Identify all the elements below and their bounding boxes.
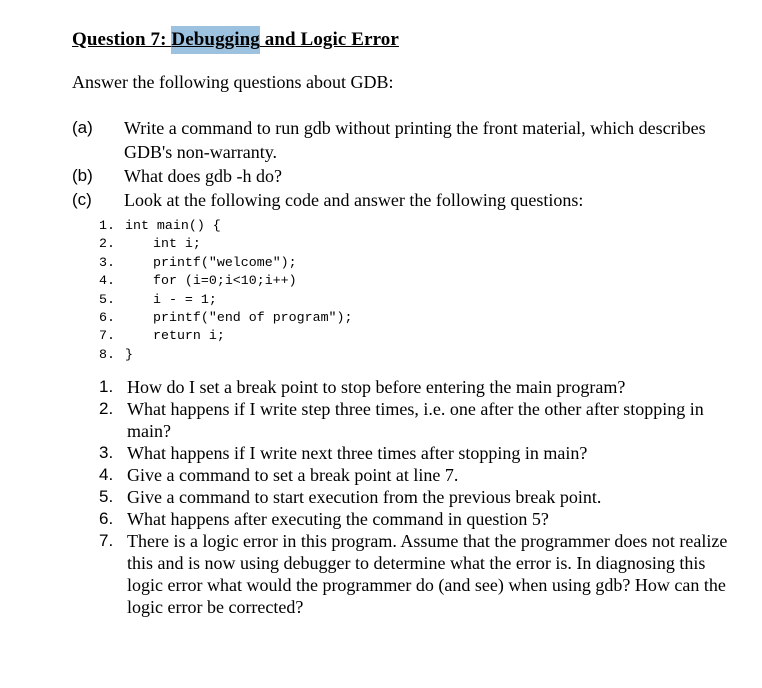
code-line [99, 254, 353, 272]
question-text: There is a logic error in this program. Assume that the programmer does not realize this and is now using debugger to determine what the error is. In diagnosing this logic error what would the programmer do (and see) when using gdb? How can the logic error be corrected? [127, 531, 728, 617]
code-text: i - = 1; [153, 291, 217, 307]
title-highlighted-word[interactable]: Debugging [171, 26, 260, 54]
question-title [72, 29, 399, 51]
line-number: 8. [99, 346, 115, 362]
part-c [72, 188, 732, 212]
line-number: 5. [99, 291, 115, 307]
code-text: printf("welcome"); [153, 254, 297, 270]
question-text: Give a command to set a break point at line 7. [127, 465, 459, 485]
code-listing [99, 217, 353, 364]
question-number: 5. [99, 487, 114, 506]
part-text: Write a command to run gdb without printing the front material, which describes GDB's non-warranty. [124, 118, 706, 162]
part-a [72, 116, 732, 164]
question-number: 1. [99, 377, 114, 396]
line-number: 4. [99, 273, 115, 289]
part-text: Look at the following code and answer the following questions: [124, 190, 584, 210]
question-text: Give a command to start execution from the previous break point. [127, 487, 602, 507]
code-line [99, 272, 353, 290]
question-item [99, 376, 729, 398]
line-number: 6. [99, 309, 115, 325]
part-label: (a) [72, 118, 93, 137]
question-number: 7. [99, 531, 114, 550]
code-line [99, 327, 353, 345]
question-text: How do I set a break point to stop before entering the main program? [127, 377, 626, 397]
line-number: 7. [99, 328, 115, 344]
question-item [99, 508, 729, 530]
code-text: printf("end of program"); [153, 309, 353, 325]
code-line [99, 235, 353, 253]
question-item [99, 464, 729, 486]
line-number: 3. [99, 254, 115, 270]
part-b [72, 164, 732, 188]
intro-text: Answer the following questions about GDB: [72, 72, 394, 92]
code-text: } [125, 346, 133, 362]
code-line [99, 291, 353, 309]
question-list [99, 376, 729, 618]
question-item [99, 398, 729, 442]
question-text: What happens if I write step three times, i.e. one after the other after stopping in main? [127, 399, 704, 441]
code-text: for (i=0;i<10;i++) [153, 273, 297, 289]
line-number: 1. [99, 218, 115, 233]
title-suffix: and Logic Error [259, 29, 399, 50]
part-label: (b) [72, 166, 93, 185]
question-parts [72, 116, 732, 212]
code-line [99, 309, 353, 327]
code-line [99, 346, 353, 364]
question-text: What happens after executing the command in question 5? [127, 509, 549, 529]
part-label: (c) [72, 190, 92, 209]
line-number: 2. [99, 236, 115, 252]
code-text: return i; [153, 328, 225, 344]
code-line [99, 217, 353, 235]
question-item [99, 486, 729, 508]
part-text: What does gdb -h do? [124, 166, 282, 186]
code-text: int main() { [125, 218, 221, 233]
question-item [99, 442, 729, 464]
question-number: 3. [99, 443, 114, 462]
question-number: 2. [99, 399, 114, 418]
code-text: int i; [153, 236, 201, 252]
question-item [99, 530, 729, 618]
question-text: What happens if I write next three times after stopping in main? [127, 443, 588, 463]
question-number: 4. [99, 465, 114, 484]
question-number: 6. [99, 509, 114, 528]
title-prefix: Question 7: [72, 29, 172, 50]
